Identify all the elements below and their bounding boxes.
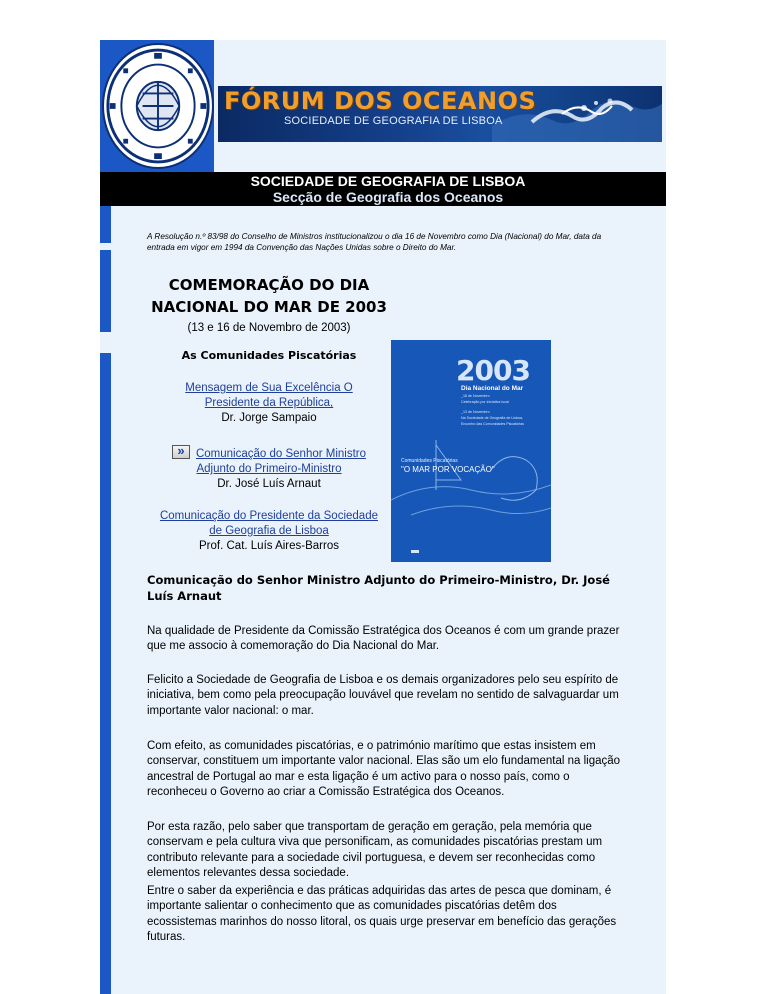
society-name: SOCIEDADE DE GEOGRAFIA DE LISBOA bbox=[250, 173, 526, 189]
forum-subtitle: SOCIEDADE DE GEOGRAFIA DE LISBOA bbox=[284, 115, 503, 127]
entry-author: Dr. José Luís Arnaut bbox=[217, 478, 321, 490]
poster-line: _16 de Novembro bbox=[461, 394, 490, 398]
minister-communication-link[interactable]: Comunicação do Senhor Ministro Adjunto do Primeiro-Ministro bbox=[195, 448, 367, 475]
event-poster-image bbox=[391, 340, 551, 562]
society-header-bar bbox=[100, 172, 666, 206]
poster-line: Na Sociedade de Geografia de Lisboa, bbox=[461, 416, 523, 420]
commemoration-dates: (13 e 16 de Novembro de 2003) bbox=[187, 322, 351, 334]
entry-president-message bbox=[146, 381, 392, 426]
entry-minister-communication bbox=[146, 445, 392, 492]
president-message-link[interactable]: Mensagem de Sua Excelência O Presidente da República, bbox=[185, 382, 353, 409]
section-name: Secção de Geografia dos Oceanos bbox=[272, 189, 504, 205]
commemoration-block bbox=[146, 274, 392, 334]
poster-line: Encontro das Comunidades Piscatórias bbox=[461, 422, 524, 426]
article-paragraph: Na qualidade de Presidente da Comissão Estratégica dos Oceanos é com um grande prazer que me associo à comemoração do Dia Nacional do Mar. bbox=[147, 625, 620, 653]
commemoration-title-line1: COMEMORAÇÃO DO DIA bbox=[168, 276, 370, 294]
left-accent-bar bbox=[100, 206, 111, 243]
society-seal-logo bbox=[102, 43, 214, 169]
left-accent-bar bbox=[100, 353, 111, 994]
article-paragraph: Com efeito, as comunidades piscatórias, e o património marítimo que estas insistem em conservar, constituem um importante valor nacional. Elas são um elo fundamental na ligação ancestral de Portugal ao mar e esta ligação é um activo para o nosso país, como o reconheceu o Governo ao criar a Comissão Estratégica dos Oceanos. bbox=[147, 740, 621, 799]
poster-year: 2003 bbox=[456, 354, 530, 387]
entry-author: Dr. Jorge Sampaio bbox=[221, 412, 317, 424]
poster-day-title: Dia Nacional do Mar bbox=[461, 385, 524, 392]
poster-line: Celebração por iniciativa local bbox=[461, 400, 509, 404]
poster-caption: Comunidades Piscatórias bbox=[401, 458, 458, 464]
article-paragraph: Felicito a Sociedade de Geografia de Lisboa e os demais organizadores pelo seu espírito de iniciativa, bem como pela preocupação louvável que revelam no sentido de salvaguardar um importante valor nacional: o mar. bbox=[147, 674, 619, 717]
subheading: As Comunidades Piscatórias bbox=[181, 349, 357, 362]
left-accent-bar bbox=[100, 250, 111, 332]
article-heading: Comunicação do Senhor Ministro Adjunto do Primeiro-Ministro, Dr. José Luís Arnaut bbox=[147, 573, 610, 603]
article-paragraph: Entre o saber da experiência e das práticas adquiridas das artes de pesca que dominam, é importante salientar o conhecimento que as comunidades piscatórias detêm dos ecossistemas marinhos do nosso litoral, os quais urge preservar em benefício das gerações futuras. bbox=[147, 885, 617, 944]
entry-author: Prof. Cat. Luís Aires-Barros bbox=[199, 540, 339, 552]
intro-text: A Resolução n.º 83/98 do Conselho de Ministros institucionalizou o dia 16 de Novembro como Dia (Nacional) do Mar, data da entrada em vigor em 1994 da Convenção das Nações Unidas sobre o Direito do Mar. bbox=[147, 232, 602, 252]
entry-society-president bbox=[146, 509, 392, 554]
poster-motto: "O MAR POR VOCAÇÃO" bbox=[401, 465, 495, 474]
commemoration-title-line2: NACIONAL DO MAR DE 2003 bbox=[151, 298, 387, 316]
forum-title: FÓRUM DOS OCEANOS bbox=[224, 87, 537, 115]
double-arrow-icon[interactable]: » bbox=[172, 445, 190, 459]
poster-line: _13 de Novembro bbox=[461, 410, 490, 414]
forum-banner bbox=[218, 86, 662, 142]
article-paragraph: Por esta razão, pelo saber que transportam de geração em geração, pela memória que conservam e pela cultura viva que personificam, as comunidades piscatórias prestam um contributo relevante para a sociedade civil portuguesa, e devem ser reconhecidas como elementos relevantes dessa sociedade. bbox=[147, 821, 603, 880]
society-president-link[interactable]: Comunicação do Presidente da Sociedade de Geografia de Lisboa bbox=[159, 510, 378, 537]
